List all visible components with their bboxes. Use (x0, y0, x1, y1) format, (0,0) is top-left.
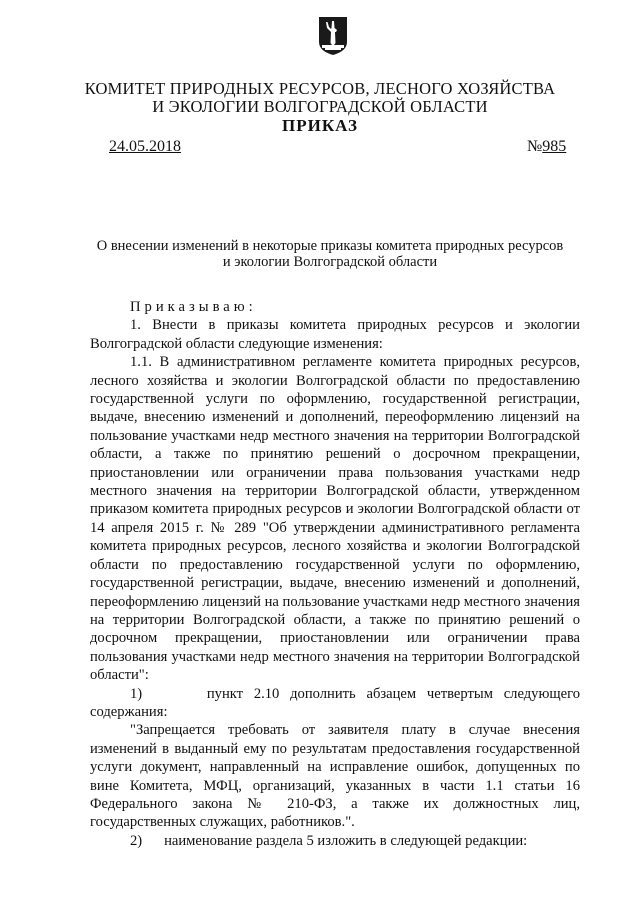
quoted-paragraph: "Запрещается требовать от заявителя плату в случае внесения изменений в выданный ему по результатам предоставления государственной услуги документ, направленный на исправление ошибок, допущенных по вине Комитета, МФЦ, организаций, указанных в части 1.1 статьи 16 Федерального закона № 210-ФЗ, а также их должностных лиц, государственных служащих, работников.". (90, 722, 580, 831)
order-number (527, 138, 566, 156)
subject-line2: и экологии Волгоградской области (222, 254, 438, 270)
list-item-2-text: наименование раздела 5 изложить в следующей редакции: (164, 832, 528, 849)
paragraph-1-1: 1.1. В административном регламенте комитета природных ресурсов, лесного хозяйства и экологии Волгоградской области по предоставлению государственной услуги по оформлению, государственной регистрации, выдаче, внесению изменений и дополнений, переоформлению лицензий на пользование участками недр местного значения на территории Волгоградской области, а также по принятию решений о досрочном прекращении, приостановлении или ограничении права пользования участками недр местного значения на территории Волгоградской области, утвержденном приказом комитета природных ресурсов и экологии Волгоградской области от 14 апреля 2015 г. № 289 "Об утверждении административного регламента комитета природных ресурсов, лесного хозяйства и экологии Волгоградской области по предоставлению государственной услуги по оформлению, государственной регистрации, выдаче, внесению изменений и дополнений, переоформлению лицензий на пользование участками недр местного значения на территории Волгоградской области, а также по принятию решений о досрочном прекращении, приостановлении или ограничении права пользования участками недр местного значения на территории Волгоградской области": (90, 354, 580, 684)
order-word: Приказываю: (130, 299, 257, 315)
list-item-2 (90, 832, 580, 850)
committee-name-line1: КОМИТЕТ ПРИРОДНЫХ РЕСУРСОВ, ЛЕСНОГО ХОЗЯЙСТВА (84, 79, 556, 98)
list-item-2-number: 2) (130, 832, 143, 849)
order-body (90, 298, 580, 850)
number-sign: № (527, 138, 543, 155)
document-type-title: ПРИКАЗ (282, 116, 358, 135)
order-number-value: 985 (542, 138, 567, 155)
coat-of-arms-emblem (318, 16, 348, 56)
subject-line1: О внесении изменений в некоторые приказы комитета природных ресурсов (96, 238, 564, 254)
committee-name-line2: И ЭКОЛОГИИ ВОЛГОГРАДСКОЙ ОБЛАСТИ (152, 97, 488, 116)
list-item-1-text: пункт 2.10 дополнить абзацем четвертым следующего содержания: (90, 685, 581, 720)
list-item-1-number: 1) (130, 685, 143, 702)
order-date: 24.05.2018 (109, 138, 181, 155)
list-item-1 (90, 685, 580, 722)
paragraph-1: 1. Внести в приказы комитета природных ресурсов и экологии Волгоградской области следующие изменения: (90, 317, 580, 352)
